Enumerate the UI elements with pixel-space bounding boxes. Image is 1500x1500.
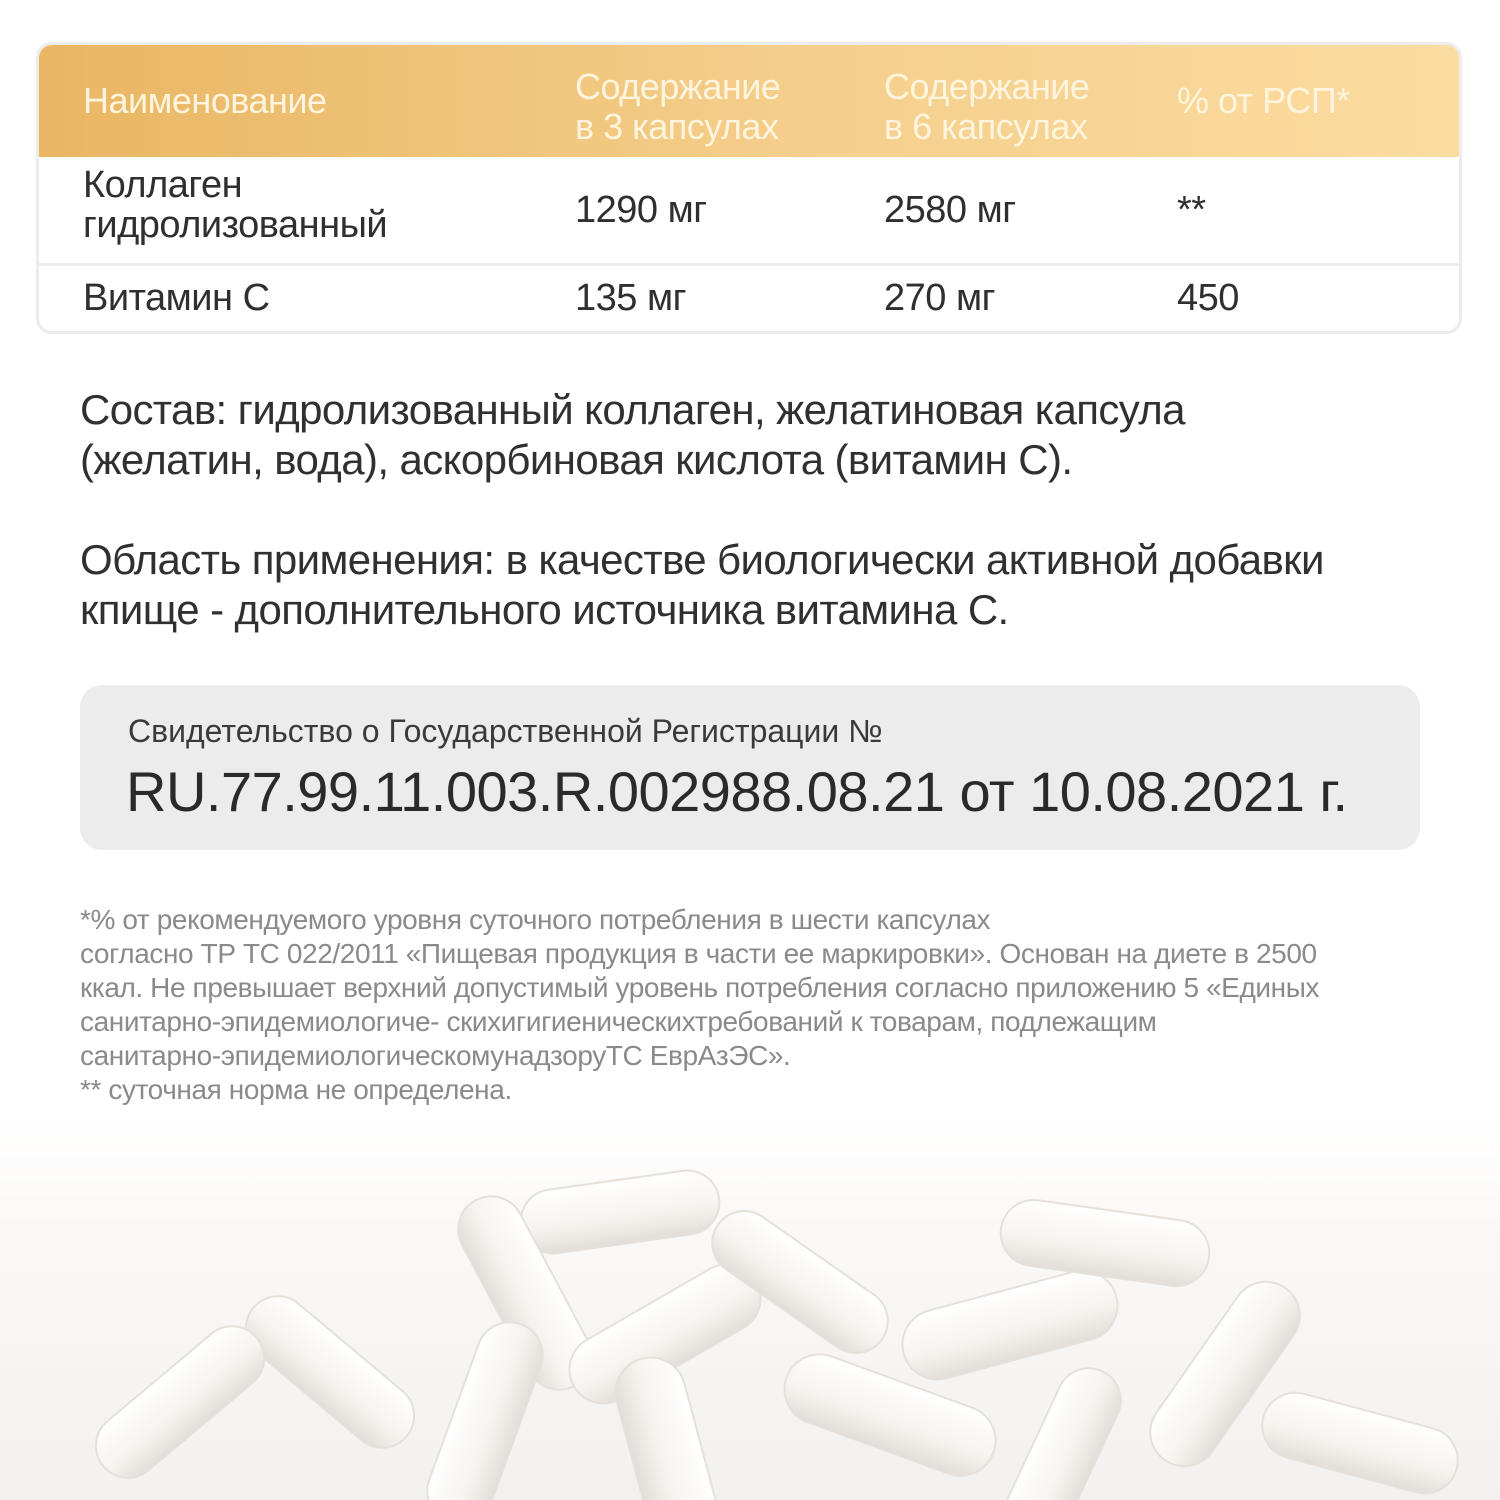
application-line2: кпище - дополнительного источника витамина С. xyxy=(80,586,1009,633)
footnote-line: ** суточная норма не определена. xyxy=(80,1074,512,1105)
row-value-6-capsules: 2580 мг xyxy=(884,189,1016,231)
row-value-3-capsules: 135 мг xyxy=(575,277,686,319)
capsule xyxy=(989,1358,1132,1500)
capsule xyxy=(418,1313,552,1500)
capsules-illustration xyxy=(0,1110,1500,1500)
composition-line1: Состав: гидролизованный коллаген, желатиновая капсула xyxy=(80,386,1185,433)
capsules-photo xyxy=(0,1110,1500,1500)
capsule xyxy=(83,1313,277,1491)
footnote-line: *% от рекомендуемого уровня суточного потребления в шести капсулах xyxy=(80,904,991,935)
row-name-line2: гидролизованный xyxy=(83,204,388,246)
table-row xyxy=(39,157,1459,266)
row-value-3-capsules: 1290 мг xyxy=(575,189,707,231)
row-name: Витамин С xyxy=(83,277,270,319)
row-name-line1: Коллаген xyxy=(83,164,243,206)
footnote-line: санитарно-эпидемиологическомунадзоруТС ЕврАзЭС». xyxy=(80,1040,791,1071)
capsule xyxy=(996,1196,1213,1291)
registration-card xyxy=(80,685,1420,850)
footnote-line: ккал. Не превышает верхний допустимый уровень потребления согласно приложению 5 «Единых xyxy=(80,972,1320,1003)
capsule xyxy=(1255,1385,1465,1500)
header-content-3-capsules xyxy=(575,67,780,147)
row-rsp-percent: ** xyxy=(1177,189,1206,231)
capsule xyxy=(608,1350,733,1500)
header-name: Наименование xyxy=(83,80,327,121)
nutrition-table xyxy=(36,42,1462,334)
registration-label: Свидетельство о Государственной Регистрации № xyxy=(128,713,883,749)
table-header xyxy=(39,45,1459,157)
header-content-6-line1: Содержание xyxy=(884,66,1090,107)
header-content-6-line2: в 6 капсулах xyxy=(884,106,1088,147)
header-content-3-line2: в 3 капсулах xyxy=(575,106,779,147)
row-value-6-capsules: 270 мг xyxy=(884,277,995,319)
registration-number: RU.77.99.11.003.R.002988.08.21 от 10.08.2021 г. xyxy=(126,760,1348,823)
footnote-line: согласно ТР ТС 022/2011 «Пищевая продукция в части ее маркировки». Основан на диете в 2500 xyxy=(80,938,1317,969)
row-rsp-percent: 450 xyxy=(1177,277,1239,319)
application-line1: Область применения: в качестве биологически активной добавки xyxy=(80,536,1324,583)
header-content-6-capsules xyxy=(884,67,1089,147)
composition-text xyxy=(80,385,1480,485)
application-text xyxy=(80,535,1480,635)
composition-line2: (желатин, вода), аскорбиновая кислота (витамин С). xyxy=(80,436,1073,483)
capsule xyxy=(517,1166,724,1257)
row-name xyxy=(83,165,387,245)
footnotes xyxy=(80,903,1485,1107)
table-row xyxy=(39,266,1459,334)
header-rsp-percent: % от РСП* xyxy=(1177,80,1350,121)
header-content-3-line1: Содержание xyxy=(575,66,781,107)
footnote-line: санитарно-эпидемиологиче- скихигигиеническихтребований к товарам, подлежащим xyxy=(80,1006,1157,1037)
